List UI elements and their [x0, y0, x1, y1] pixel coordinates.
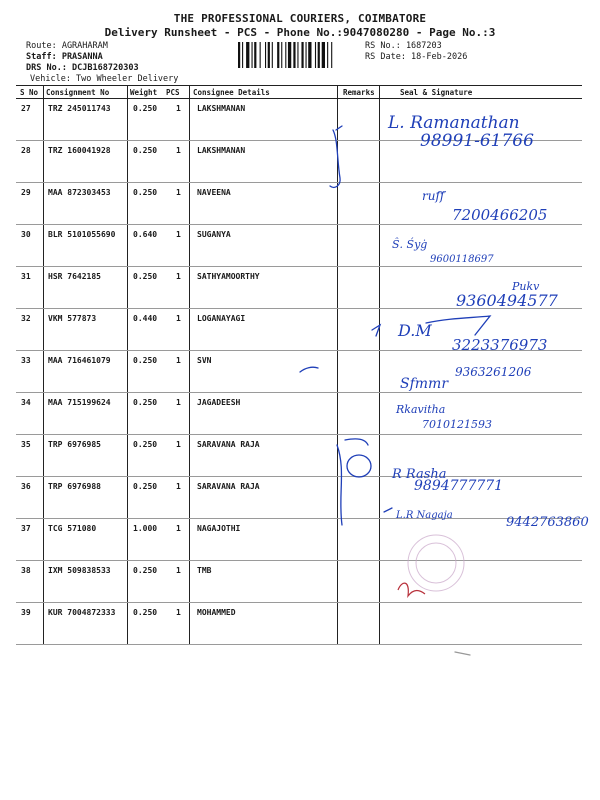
pen-stroke	[300, 367, 318, 372]
row-rule	[16, 140, 582, 141]
vehicle-label: Vehicle: Two Wheeler Delivery	[30, 74, 179, 84]
barcode-bar	[281, 42, 282, 68]
barcode-bar	[277, 42, 279, 68]
cell-consignment: TCG 571080	[48, 524, 97, 533]
handwriting: ruẝẝ	[422, 189, 445, 203]
handwriting: 7010121593	[422, 418, 492, 431]
handwriting: 98991-61766	[420, 131, 534, 151]
cell-consignee: SUGANYA	[197, 230, 231, 239]
rs-no-label: RS No.: 1687203	[365, 41, 442, 51]
col-remarks: Remarks	[343, 88, 375, 97]
handwriting: 9442763860	[506, 515, 589, 530]
cell-consignee: TMB	[197, 566, 212, 575]
cell-pcs: 1	[176, 146, 181, 155]
row-rule	[16, 182, 582, 183]
pen-stroke	[426, 316, 490, 335]
cell-weight: 0.250	[133, 482, 158, 491]
cell-sno: 32	[21, 314, 31, 323]
cell-pcs: 1	[176, 398, 181, 407]
col-divider	[127, 85, 128, 645]
col-sno: S No	[20, 88, 39, 97]
handwriting: R Rasha	[392, 467, 447, 482]
stamp-circle	[408, 535, 464, 591]
barcode-bar	[265, 42, 266, 68]
col-divider	[43, 85, 44, 645]
cell-consignment: MAA 872303453	[48, 188, 111, 197]
cell-pcs: 1	[176, 314, 181, 323]
barcode-bar	[331, 42, 332, 68]
cell-sno: 29	[21, 188, 31, 197]
row-rule	[16, 350, 582, 351]
cell-consignment: VKM 577873	[48, 314, 97, 323]
barcode-bar	[268, 42, 270, 68]
cell-weight: 0.250	[133, 104, 158, 113]
col-divider	[337, 85, 338, 645]
cell-weight: 0.250	[133, 566, 158, 575]
barcode-bar	[242, 42, 243, 68]
barcode-bar	[238, 42, 240, 68]
cell-consignee: JAGADEESH	[197, 398, 241, 407]
cell-sno: 33	[21, 356, 31, 365]
row-rule	[16, 602, 582, 603]
cell-weight: 0.250	[133, 272, 158, 281]
cell-consignee: SATHYAMOORTHY	[197, 272, 260, 281]
barcode-bar	[306, 42, 307, 68]
barcode-bar	[301, 42, 303, 68]
handwriting: Sfmmr	[400, 376, 449, 392]
handwriting: 7200466205	[452, 206, 548, 224]
route-label: Route: AGRAHARAM	[26, 41, 108, 51]
col-divider	[379, 85, 380, 645]
drs-label: DRS No.: DCJB168720303	[26, 63, 139, 73]
col-consignee: Consignee Details	[193, 88, 270, 97]
cell-sno: 36	[21, 482, 31, 491]
cell-weight: 0.250	[133, 608, 158, 617]
header-bottom-rule	[16, 98, 582, 99]
cell-pcs: 1	[176, 524, 181, 533]
barcode-bar	[297, 42, 298, 68]
runsheet-subtitle: Delivery Runsheet - PCS - Phone No.:9047080280 - Page No.:3	[104, 26, 496, 39]
cell-consignee: MOHAMMED	[197, 608, 236, 617]
cell-consignee: LOGANAYAGI	[197, 314, 246, 323]
cell-pcs: 1	[176, 482, 181, 491]
company-title: THE PROFESSIONAL COURIERS, COIMBATORE	[173, 12, 427, 25]
handwriting: Ŝ. Śyġ	[392, 238, 428, 251]
cell-pcs: 1	[176, 230, 181, 239]
col-consignment: Consignment No	[46, 88, 110, 97]
pen-stroke	[384, 508, 392, 512]
cell-consignee: NAVEENA	[197, 188, 231, 197]
barcode-bar	[293, 42, 295, 68]
cell-sno: 35	[21, 440, 31, 449]
barcode-bar	[288, 42, 291, 68]
cell-consignment: TRP 6976985	[48, 440, 101, 449]
row-rule	[16, 224, 582, 225]
handwriting: L. Ramanathan	[388, 113, 520, 133]
rs-date-label: RS Date: 18-Feb-2026	[365, 52, 468, 62]
handwriting: 3223376973	[452, 336, 548, 354]
cell-consignment: MAA 716461079	[48, 356, 111, 365]
barcode-bar	[246, 42, 249, 68]
cell-sno: 38	[21, 566, 31, 575]
row-rule	[16, 518, 582, 519]
cell-pcs: 1	[176, 608, 181, 617]
cell-consignment: MAA 715199624	[48, 398, 111, 407]
row-rule	[16, 434, 582, 435]
cell-consignment: IXM 509838533	[48, 566, 111, 575]
cell-consignee: SVN	[197, 356, 212, 365]
cell-weight: 0.250	[133, 440, 158, 449]
handwriting: 9363261206	[455, 365, 532, 379]
barcode-bar	[260, 42, 261, 68]
cell-weight: 0.440	[133, 314, 158, 323]
cell-weight: 0.250	[133, 146, 158, 155]
barcode-bar	[254, 42, 256, 68]
barcode-bar	[327, 42, 328, 68]
handwriting: D.M	[398, 321, 432, 340]
col-pcs: PCS	[166, 88, 180, 97]
handwriting: 9894777771	[414, 478, 504, 494]
cell-consignment: TRP 6976988	[48, 482, 101, 491]
cell-weight: 0.250	[133, 188, 158, 197]
cell-consignee: SARAVANA RAJA	[197, 482, 260, 491]
cell-sno: 34	[21, 398, 31, 407]
cell-sno: 37	[21, 524, 31, 533]
barcode-bar	[308, 42, 311, 68]
handwriting: 9360494577	[456, 291, 558, 310]
pen-stroke	[337, 439, 368, 525]
cell-weight: 0.640	[133, 230, 158, 239]
barcode	[238, 42, 362, 68]
row-rule	[16, 266, 582, 267]
pen-stroke	[455, 652, 470, 655]
handwriting: Pukv	[512, 280, 540, 293]
stamp-circle	[416, 543, 456, 583]
row-rule	[16, 560, 582, 561]
cell-sno: 39	[21, 608, 31, 617]
cell-weight: 0.250	[133, 398, 158, 407]
col-divider	[189, 85, 190, 645]
cell-consignee: LAKSHMANAN	[197, 104, 246, 113]
cell-consignment: KUR 7004872333	[48, 608, 116, 617]
cell-sno: 28	[21, 146, 31, 155]
cell-consignment: BLR 5101055690	[48, 230, 116, 239]
cell-consignee: NAGAJOTHI	[197, 524, 241, 533]
cell-pcs: 1	[176, 272, 181, 281]
barcode-bar	[315, 42, 316, 68]
handwriting: Rkavitha	[396, 403, 446, 416]
handwriting: L.R Nagaja	[396, 510, 453, 521]
cell-weight: 0.250	[133, 356, 158, 365]
cell-pcs: 1	[176, 104, 181, 113]
cell-sno: 30	[21, 230, 31, 239]
row-rule	[16, 392, 582, 393]
barcode-bar	[322, 42, 325, 68]
barcode-bar	[318, 42, 320, 68]
cell-consignee: SARAVANA RAJA	[197, 440, 260, 449]
cell-weight: 1.000	[133, 524, 158, 533]
row-rule	[16, 308, 582, 309]
col-weight: Weight	[130, 88, 158, 97]
col-seal: Seal & Signature	[400, 88, 473, 97]
cell-consignment: TRZ 160041928	[48, 146, 111, 155]
header-top-rule	[16, 85, 582, 86]
cell-consignment: HSR 7642185	[48, 272, 101, 281]
cell-sno: 27	[21, 104, 31, 113]
cell-pcs: 1	[176, 566, 181, 575]
barcode-bar	[272, 42, 273, 68]
cell-pcs: 1	[176, 440, 181, 449]
row-rule	[16, 644, 582, 645]
cell-pcs: 1	[176, 356, 181, 365]
red-initial	[398, 583, 425, 596]
circle-mark	[347, 455, 371, 477]
cell-pcs: 1	[176, 188, 181, 197]
staff-label: Staff: PRASANNA	[26, 52, 103, 62]
barcode-bar	[285, 42, 286, 68]
cell-consignment: TRZ 245011743	[48, 104, 111, 113]
handwriting: 9600118697	[430, 254, 494, 265]
row-rule	[16, 476, 582, 477]
barcode-bar	[252, 42, 253, 68]
cell-consignee: LAKSHMANAN	[197, 146, 246, 155]
pen-stroke	[330, 130, 340, 187]
cell-sno: 31	[21, 272, 31, 281]
